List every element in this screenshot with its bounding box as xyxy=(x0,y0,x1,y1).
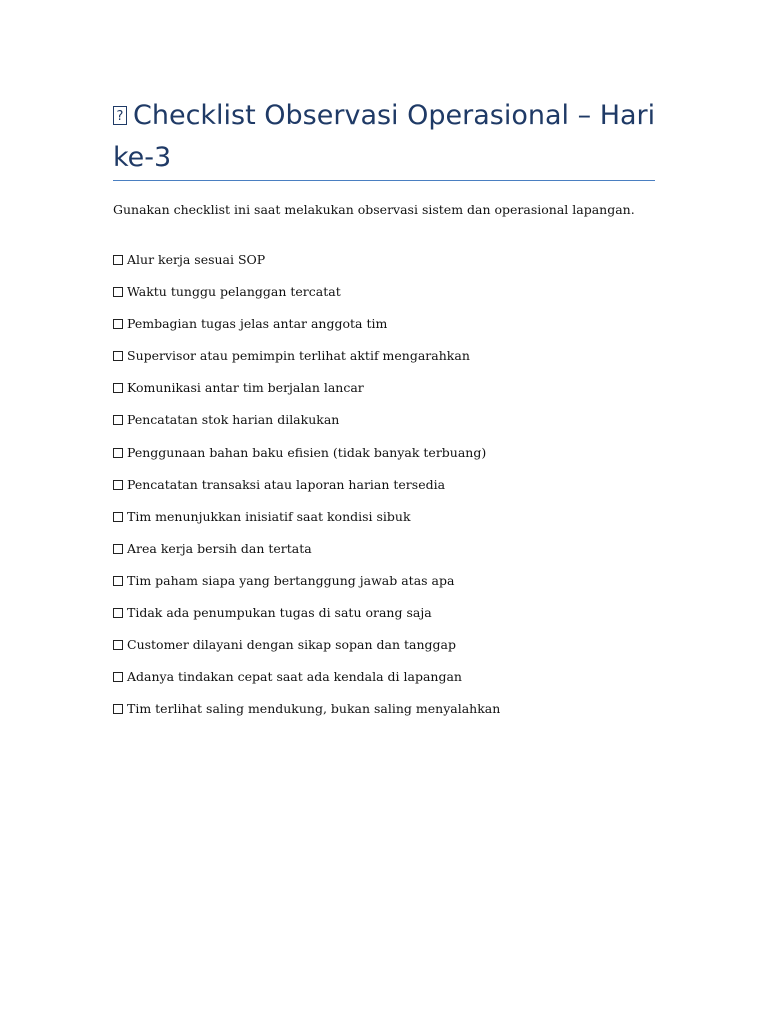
checkbox-icon[interactable] xyxy=(113,448,123,458)
checklist-item[interactable] xyxy=(113,379,500,411)
checklist-item-label: Pencatatan stok harian dilakukan xyxy=(127,412,340,428)
checklist-item[interactable] xyxy=(113,604,500,636)
checklist-item[interactable] xyxy=(113,411,500,443)
page-title xyxy=(113,95,673,179)
checklist-item-label: Pencatatan transaksi atau laporan harian tersedia xyxy=(127,476,446,492)
checkbox-icon[interactable] xyxy=(113,704,123,714)
checklist-item[interactable] xyxy=(113,700,500,732)
checkbox-icon[interactable] xyxy=(113,608,123,618)
checklist-item-label: Customer dilayani dengan sikap sopan dan tanggap xyxy=(127,637,456,653)
intro-paragraph: Gunakan checklist ini saat melakukan observasi sistem dan operasional lapangan. xyxy=(113,202,635,217)
checklist-item[interactable] xyxy=(113,572,500,604)
checkbox-icon[interactable] xyxy=(113,351,123,361)
checkbox-icon[interactable] xyxy=(113,415,123,425)
checkbox-icon[interactable] xyxy=(113,383,123,393)
checkbox-icon[interactable] xyxy=(113,287,123,297)
checkbox-icon[interactable] xyxy=(113,480,123,490)
checklist-item[interactable] xyxy=(113,315,500,347)
checklist-item[interactable] xyxy=(113,251,500,283)
unknown-glyph-icon xyxy=(113,106,127,125)
checklist xyxy=(113,251,500,732)
checkbox-icon[interactable] xyxy=(113,640,123,650)
title-divider xyxy=(113,180,655,181)
checklist-item-label: Komunikasi antar tim berjalan lancar xyxy=(127,380,364,396)
checklist-item[interactable] xyxy=(113,668,500,700)
checklist-item-label: Tim paham siapa yang bertanggung jawab atas apa xyxy=(127,572,455,588)
page-title-text: Checklist Observasi Operasional – Hari ke-3 xyxy=(113,100,656,173)
checklist-item-label: Tim menunjukkan inisiatif saat kondisi sibuk xyxy=(127,508,411,524)
checklist-item[interactable] xyxy=(113,508,500,540)
checklist-item[interactable] xyxy=(113,283,500,315)
checklist-item-label: Penggunaan bahan baku efisien (tidak banyak terbuang) xyxy=(127,444,487,460)
checklist-item[interactable] xyxy=(113,476,500,508)
checkbox-icon[interactable] xyxy=(113,319,123,329)
checkbox-icon[interactable] xyxy=(113,544,123,554)
checklist-item-label: Pembagian tugas jelas antar anggota tim xyxy=(127,316,388,332)
checkbox-icon[interactable] xyxy=(113,512,123,522)
checklist-item-label: Tidak ada penumpukan tugas di satu orang saja xyxy=(127,605,432,621)
checklist-item[interactable] xyxy=(113,347,500,379)
checklist-item[interactable] xyxy=(113,636,500,668)
checklist-item[interactable] xyxy=(113,540,500,572)
checklist-item-label: Tim terlihat saling mendukung, bukan saling menyalahkan xyxy=(127,701,501,717)
checklist-item-label: Waktu tunggu pelanggan tercatat xyxy=(127,284,341,300)
checklist-item-label: Supervisor atau pemimpin terlihat aktif mengarahkan xyxy=(127,348,470,364)
checklist-item-label: Alur kerja sesuai SOP xyxy=(127,252,266,267)
checkbox-icon[interactable] xyxy=(113,672,123,682)
checkbox-icon[interactable] xyxy=(113,255,123,265)
checkbox-icon[interactable] xyxy=(113,576,123,586)
checklist-item-label: Area kerja bersih dan tertata xyxy=(127,540,312,556)
checklist-item-label: Adanya tindakan cepat saat ada kendala di lapangan xyxy=(127,669,462,685)
checklist-item[interactable] xyxy=(113,444,500,476)
